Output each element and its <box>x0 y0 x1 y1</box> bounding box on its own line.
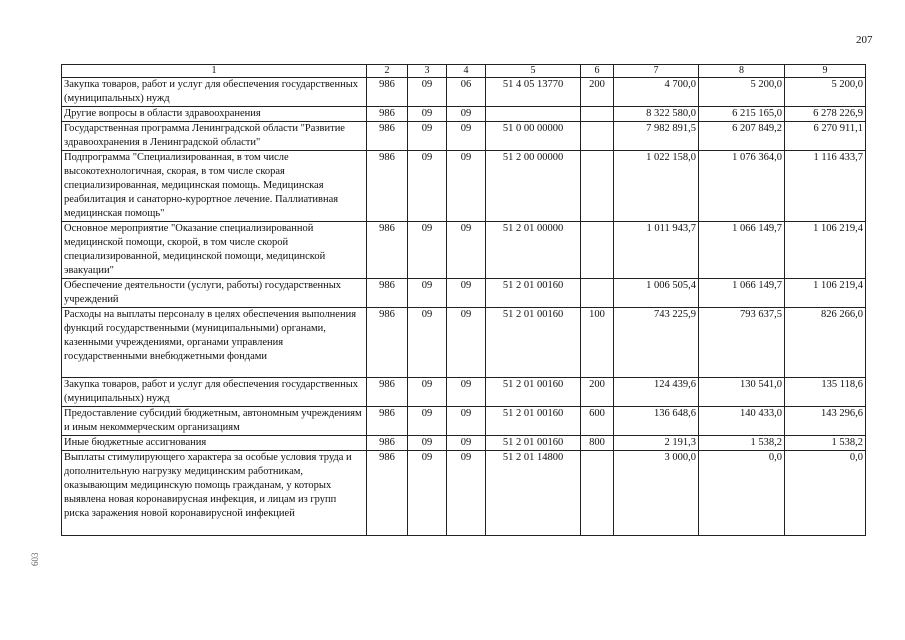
target-article-code <box>486 107 581 122</box>
subsection-code: 09 <box>447 222 486 279</box>
table-row <box>62 107 866 122</box>
column-header: 7 <box>614 65 699 78</box>
column-header: 8 <box>699 65 785 78</box>
section-code: 09 <box>408 78 447 107</box>
table-row <box>62 122 866 151</box>
row-name: Расходы на выплаты персоналу в целях обеспечения выполнения функций государственными (муниципальными) органами, казенными учреждениями, органами управления государственными внебюджетными фондами <box>62 308 367 378</box>
table-row <box>62 308 866 378</box>
budget-table <box>61 64 866 536</box>
row-name: Обеспечение деятельности (услуги, работы) государственных учреждений <box>62 279 367 308</box>
section-code: 09 <box>408 151 447 222</box>
grbs-code: 986 <box>367 279 408 308</box>
amount-col7: 136 648,6 <box>614 407 699 436</box>
expense-type-code: 200 <box>581 378 614 407</box>
target-article-code: 51 2 01 00160 <box>486 407 581 436</box>
grbs-code: 986 <box>367 107 408 122</box>
subsection-code: 06 <box>447 78 486 107</box>
amount-col7: 124 439,6 <box>614 378 699 407</box>
row-name: Другие вопросы в области здравоохранения <box>62 107 367 122</box>
column-header: 1 <box>62 65 367 78</box>
row-name: Закупка товаров, работ и услуг для обеспечения государственных (муниципальных) нужд <box>62 378 367 407</box>
amount-col9: 6 278 226,9 <box>785 107 866 122</box>
grbs-code: 986 <box>367 151 408 222</box>
amount-col9: 0,0 <box>785 451 866 536</box>
row-name: Выплаты стимулирующего характера за особые условия труда и дополнительную нагрузку медицинским работникам, оказывающим медицинскую помощь гражданам, у которых выявлена новая коронавирусная инфекция, и лицам из групп риска заражения новой коронавирусной инфекцией <box>62 451 367 536</box>
column-header: 5 <box>486 65 581 78</box>
section-code: 09 <box>408 122 447 151</box>
amount-col7: 4 700,0 <box>614 78 699 107</box>
amount-col8: 1 538,2 <box>699 436 785 451</box>
table-row <box>62 279 866 308</box>
grbs-code: 986 <box>367 222 408 279</box>
section-code: 09 <box>408 279 447 308</box>
subsection-code: 09 <box>447 436 486 451</box>
amount-col9: 135 118,6 <box>785 378 866 407</box>
amount-col8: 130 541,0 <box>699 378 785 407</box>
expense-type-code: 600 <box>581 407 614 436</box>
row-name: Иные бюджетные ассигнования <box>62 436 367 451</box>
target-article-code: 51 2 00 00000 <box>486 151 581 222</box>
amount-col8: 1 076 364,0 <box>699 151 785 222</box>
amount-col7: 2 191,3 <box>614 436 699 451</box>
expense-type-code: 200 <box>581 78 614 107</box>
row-name: Закупка товаров, работ и услуг для обеспечения государственных (муниципальных) нужд <box>62 78 367 107</box>
amount-col9: 1 106 219,4 <box>785 279 866 308</box>
grbs-code: 986 <box>367 407 408 436</box>
grbs-code: 986 <box>367 451 408 536</box>
amount-col7: 3 000,0 <box>614 451 699 536</box>
grbs-code: 986 <box>367 78 408 107</box>
section-code: 09 <box>408 107 447 122</box>
amount-col9: 6 270 911,1 <box>785 122 866 151</box>
expense-type-code: 800 <box>581 436 614 451</box>
expense-type-code <box>581 122 614 151</box>
amount-col8: 1 066 149,7 <box>699 279 785 308</box>
target-article-code: 51 2 01 00160 <box>486 279 581 308</box>
target-article-code: 51 2 01 14800 <box>486 451 581 536</box>
grbs-code: 986 <box>367 436 408 451</box>
row-name: Предоставление субсидий бюджетным, автономным учреждениям и иным некоммерческим организациям <box>62 407 367 436</box>
section-code: 09 <box>408 308 447 378</box>
target-article-code: 51 0 00 00000 <box>486 122 581 151</box>
column-header: 6 <box>581 65 614 78</box>
subsection-code: 09 <box>447 279 486 308</box>
amount-col9: 1 106 219,4 <box>785 222 866 279</box>
subsection-code: 09 <box>447 151 486 222</box>
table-row <box>62 78 866 107</box>
amount-col7: 7 982 891,5 <box>614 122 699 151</box>
expense-type-code: 100 <box>581 308 614 378</box>
table-row <box>62 222 866 279</box>
target-article-code: 51 2 01 00160 <box>486 378 581 407</box>
subsection-code: 09 <box>447 107 486 122</box>
section-code: 09 <box>408 378 447 407</box>
amount-col7: 743 225,9 <box>614 308 699 378</box>
section-code: 09 <box>408 451 447 536</box>
expense-type-code <box>581 151 614 222</box>
amount-col7: 1 011 943,7 <box>614 222 699 279</box>
amount-col9: 1 538,2 <box>785 436 866 451</box>
amount-col9: 1 116 433,7 <box>785 151 866 222</box>
amount-col8: 1 066 149,7 <box>699 222 785 279</box>
amount-col8: 0,0 <box>699 451 785 536</box>
amount-col9: 5 200,0 <box>785 78 866 107</box>
expense-type-code <box>581 107 614 122</box>
row-name: Подпрограмма "Специализированная, в том числе высокотехнологичная, скорая, в том числе скорая специализированная, медицинская помощь. Медицинская реабилитация и санаторно-курортное лечение. Паллиативная медицинская помощь" <box>62 151 367 222</box>
table-row <box>62 151 866 222</box>
amount-col8: 5 200,0 <box>699 78 785 107</box>
expense-type-code <box>581 222 614 279</box>
column-header: 4 <box>447 65 486 78</box>
row-name: Государственная программа Ленинградской области "Развитие здравоохранения в Ленинградской области" <box>62 122 367 151</box>
table-body <box>62 65 866 536</box>
column-header: 3 <box>408 65 447 78</box>
amount-col8: 140 433,0 <box>699 407 785 436</box>
section-code: 09 <box>408 436 447 451</box>
table-row <box>62 436 866 451</box>
subsection-code: 09 <box>447 122 486 151</box>
table-row <box>62 378 866 407</box>
amount-col9: 826 266,0 <box>785 308 866 378</box>
column-header: 9 <box>785 65 866 78</box>
amount-col8: 793 637,5 <box>699 308 785 378</box>
grbs-code: 986 <box>367 122 408 151</box>
amount-col7: 1 022 158,0 <box>614 151 699 222</box>
margin-mark: 603 <box>30 552 40 566</box>
amount-col9: 143 296,6 <box>785 407 866 436</box>
column-header: 2 <box>367 65 408 78</box>
amount-col8: 6 215 165,0 <box>699 107 785 122</box>
row-name: Основное мероприятие "Оказание специализированной медицинской помощи, скорой, в том числе скорой специализированной, медицинской помощи, медицинской эвакуации" <box>62 222 367 279</box>
target-article-code: 51 4 05 13770 <box>486 78 581 107</box>
page-number: 207 <box>856 34 873 46</box>
subsection-code: 09 <box>447 308 486 378</box>
target-article-code: 51 2 01 00000 <box>486 222 581 279</box>
target-article-code: 51 2 01 00160 <box>486 436 581 451</box>
table-row <box>62 407 866 436</box>
subsection-code: 09 <box>447 407 486 436</box>
grbs-code: 986 <box>367 378 408 407</box>
amount-col7: 8 322 580,0 <box>614 107 699 122</box>
amount-col8: 6 207 849,2 <box>699 122 785 151</box>
section-code: 09 <box>408 407 447 436</box>
section-code: 09 <box>408 222 447 279</box>
header-row <box>62 65 866 78</box>
target-article-code: 51 2 01 00160 <box>486 308 581 378</box>
subsection-code: 09 <box>447 451 486 536</box>
expense-type-code <box>581 279 614 308</box>
expense-type-code <box>581 451 614 536</box>
amount-col7: 1 006 505,4 <box>614 279 699 308</box>
grbs-code: 986 <box>367 308 408 378</box>
subsection-code: 09 <box>447 378 486 407</box>
table-row <box>62 451 866 536</box>
